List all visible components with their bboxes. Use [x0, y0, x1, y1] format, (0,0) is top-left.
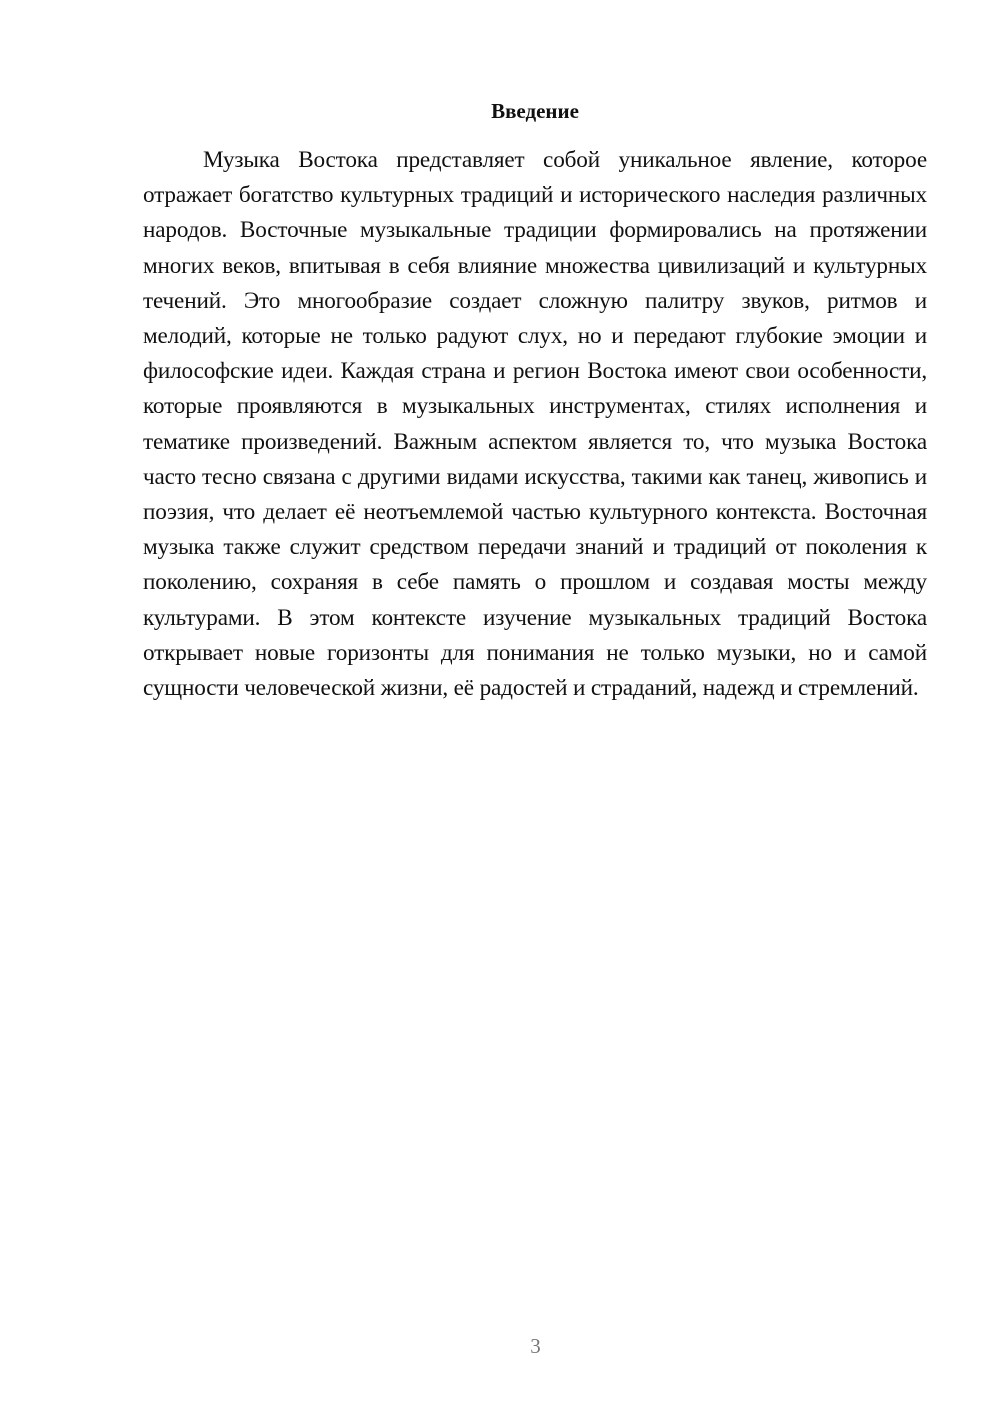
body-paragraph: Музыка Востока представляет собой уникальное явление, которое отражает богатство культурных традиций и исторического наследия различных народов. Восточные музыкальные традиции формировались на протяжении многих веков, впитывая в себя влияние множества цивилизаций и культурных течений. Это многообразие создает сложную палитру звуков, ритмов и мелодий, которые не только радуют слух, но и передают глубокие эмоции и философские идеи. Каждая страна и регион Востока имеют свои особенности, которые проявляются в музыкальных инструментах, стилях исполнения и тематике произведений. Важным аспектом является то, что музыка Востока часто тесно связана с другими видами искусства, такими как танец, живопись и поэзия, что делает её неотъемлемой частью культурного контекста. Восточная музыка также служит средством передачи знаний и традиций от поколения к поколению, сохраняя в себе память о прошлом и создавая мосты между культурами. В этом контексте изучение музыкальных традиций Востока открывает новые горизонты для понимания не только музыки, но и самой сущности человеческой жизни, её радостей и страданий, надежд и стремлений. — [143, 147, 927, 702]
page-number: 3 — [530, 1334, 541, 1358]
section-heading: Введение — [491, 99, 579, 123]
